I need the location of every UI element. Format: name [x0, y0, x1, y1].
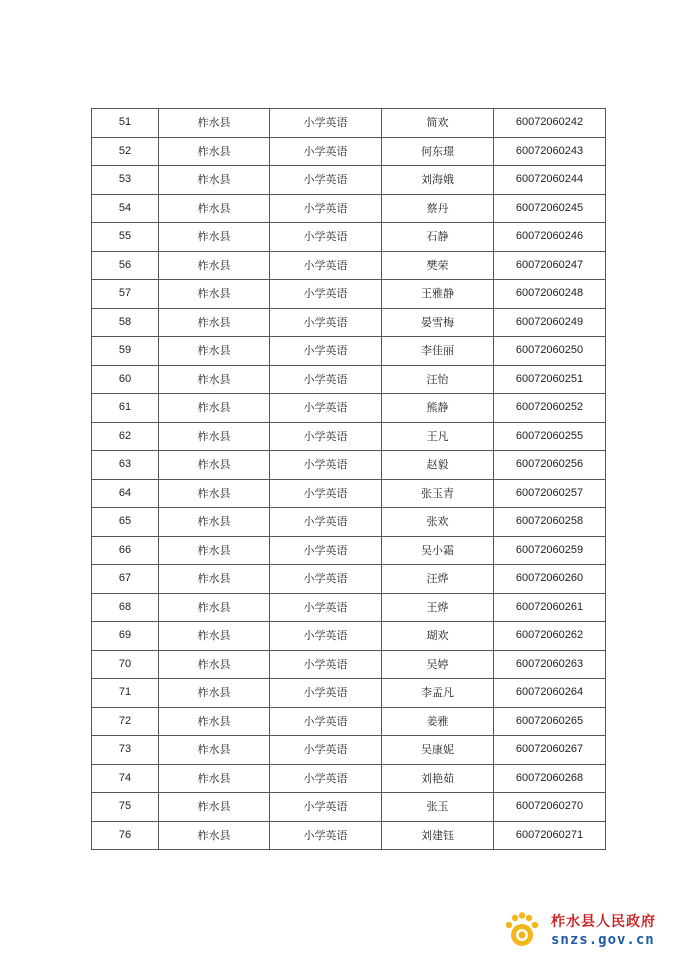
table-row	[92, 422, 606, 451]
roster-table	[91, 108, 606, 850]
row-name: 王雅静	[382, 280, 494, 309]
table-row	[92, 109, 606, 138]
table-row	[92, 707, 606, 736]
table-row	[92, 479, 606, 508]
row-subject: 小学英语	[270, 536, 382, 565]
row-exam-id: 60072060271	[494, 821, 606, 850]
row-subject: 小学英语	[270, 394, 382, 423]
row-number: 56	[92, 251, 159, 280]
table-row	[92, 650, 606, 679]
row-exam-id: 60072060251	[494, 365, 606, 394]
row-subject: 小学英语	[270, 622, 382, 651]
row-subject: 小学英语	[270, 679, 382, 708]
row-subject: 小学英语	[270, 137, 382, 166]
row-number: 71	[92, 679, 159, 708]
row-subject: 小学英语	[270, 365, 382, 394]
row-subject: 小学英语	[270, 650, 382, 679]
table-row	[92, 394, 606, 423]
row-county: 柞水县	[159, 821, 270, 850]
row-name: 刘艳茹	[382, 764, 494, 793]
row-county: 柞水县	[159, 166, 270, 195]
row-number: 61	[92, 394, 159, 423]
row-county: 柞水县	[159, 536, 270, 565]
roster-body	[92, 109, 606, 850]
site-name: 柞水县人民政府	[551, 914, 656, 930]
row-number: 60	[92, 365, 159, 394]
row-number: 66	[92, 536, 159, 565]
row-exam-id: 60072060243	[494, 137, 606, 166]
row-subject: 小学英语	[270, 422, 382, 451]
row-exam-id: 60072060250	[494, 337, 606, 366]
row-name: 王烨	[382, 593, 494, 622]
row-exam-id: 60072060256	[494, 451, 606, 480]
row-subject: 小学英语	[270, 593, 382, 622]
row-number: 64	[92, 479, 159, 508]
row-county: 柞水县	[159, 251, 270, 280]
row-exam-id: 60072060268	[494, 764, 606, 793]
row-county: 柞水县	[159, 707, 270, 736]
row-subject: 小学英语	[270, 821, 382, 850]
row-county: 柞水县	[159, 137, 270, 166]
row-county: 柞水县	[159, 508, 270, 537]
row-exam-id: 60072060263	[494, 650, 606, 679]
table-row	[92, 821, 606, 850]
row-county: 柞水县	[159, 679, 270, 708]
row-name: 吴康妮	[382, 736, 494, 765]
row-county: 柞水县	[159, 593, 270, 622]
table-row	[92, 223, 606, 252]
table-row	[92, 679, 606, 708]
row-number: 74	[92, 764, 159, 793]
row-exam-id: 60072060245	[494, 194, 606, 223]
table-row	[92, 451, 606, 480]
row-exam-id: 60072060258	[494, 508, 606, 537]
row-number: 65	[92, 508, 159, 537]
table-row	[92, 194, 606, 223]
row-name: 张玉	[382, 793, 494, 822]
row-subject: 小学英语	[270, 707, 382, 736]
row-name: 刘海娥	[382, 166, 494, 195]
row-subject: 小学英语	[270, 166, 382, 195]
table-row	[92, 280, 606, 309]
row-name: 熊静	[382, 394, 494, 423]
row-exam-id: 60072060248	[494, 280, 606, 309]
row-exam-id: 60072060249	[494, 308, 606, 337]
table-row	[92, 251, 606, 280]
row-name: 简欢	[382, 109, 494, 138]
row-name: 张欢	[382, 508, 494, 537]
table-row	[92, 793, 606, 822]
row-name: 吴婷	[382, 650, 494, 679]
row-county: 柞水县	[159, 422, 270, 451]
row-exam-id: 60072060262	[494, 622, 606, 651]
row-subject: 小学英语	[270, 337, 382, 366]
row-county: 柞水县	[159, 194, 270, 223]
row-exam-id: 60072060255	[494, 422, 606, 451]
sun-paw-logo-icon	[503, 911, 541, 949]
row-exam-id: 60072060264	[494, 679, 606, 708]
row-number: 59	[92, 337, 159, 366]
row-county: 柞水县	[159, 736, 270, 765]
row-name: 张玉青	[382, 479, 494, 508]
row-county: 柞水县	[159, 565, 270, 594]
row-exam-id: 60072060247	[494, 251, 606, 280]
row-number: 75	[92, 793, 159, 822]
table-row	[92, 622, 606, 651]
row-exam-id: 60072060261	[494, 593, 606, 622]
site-url: snzs.gov.cn	[551, 932, 655, 948]
table-row	[92, 365, 606, 394]
row-number: 51	[92, 109, 159, 138]
table-row	[92, 337, 606, 366]
row-county: 柞水县	[159, 394, 270, 423]
row-name: 何东璟	[382, 137, 494, 166]
table-row	[92, 137, 606, 166]
row-county: 柞水县	[159, 223, 270, 252]
row-number: 58	[92, 308, 159, 337]
table-row	[92, 308, 606, 337]
row-name: 姜雅	[382, 707, 494, 736]
row-subject: 小学英语	[270, 479, 382, 508]
row-county: 柞水县	[159, 650, 270, 679]
table-row	[92, 593, 606, 622]
row-subject: 小学英语	[270, 280, 382, 309]
row-county: 柞水县	[159, 308, 270, 337]
row-name: 晏雪梅	[382, 308, 494, 337]
table-row	[92, 565, 606, 594]
row-name: 王凡	[382, 422, 494, 451]
row-subject: 小学英语	[270, 565, 382, 594]
row-county: 柞水县	[159, 109, 270, 138]
table-row	[92, 736, 606, 765]
row-exam-id: 60072060259	[494, 536, 606, 565]
row-subject: 小学英语	[270, 508, 382, 537]
row-number: 53	[92, 166, 159, 195]
row-exam-id: 60072060257	[494, 479, 606, 508]
row-name: 李佳丽	[382, 337, 494, 366]
row-exam-id: 60072060246	[494, 223, 606, 252]
row-exam-id: 60072060244	[494, 166, 606, 195]
row-subject: 小学英语	[270, 223, 382, 252]
row-number: 55	[92, 223, 159, 252]
row-number: 73	[92, 736, 159, 765]
row-name: 吴小霜	[382, 536, 494, 565]
row-number: 69	[92, 622, 159, 651]
row-number: 67	[92, 565, 159, 594]
row-name: 赵毅	[382, 451, 494, 480]
table-row	[92, 166, 606, 195]
row-number: 54	[92, 194, 159, 223]
row-county: 柞水县	[159, 793, 270, 822]
row-number: 57	[92, 280, 159, 309]
row-subject: 小学英语	[270, 109, 382, 138]
row-exam-id: 60072060260	[494, 565, 606, 594]
row-subject: 小学英语	[270, 194, 382, 223]
row-name: 瑚欢	[382, 622, 494, 651]
row-name: 刘建钰	[382, 821, 494, 850]
row-exam-id: 60072060270	[494, 793, 606, 822]
row-number: 72	[92, 707, 159, 736]
table-row	[92, 764, 606, 793]
row-county: 柞水县	[159, 280, 270, 309]
row-name: 汪烨	[382, 565, 494, 594]
row-county: 柞水县	[159, 451, 270, 480]
row-number: 68	[92, 593, 159, 622]
row-county: 柞水县	[159, 337, 270, 366]
row-subject: 小学英语	[270, 736, 382, 765]
site-watermark	[503, 909, 673, 955]
row-exam-id: 60072060265	[494, 707, 606, 736]
row-name: 蔡丹	[382, 194, 494, 223]
row-subject: 小学英语	[270, 308, 382, 337]
row-county: 柞水县	[159, 365, 270, 394]
row-subject: 小学英语	[270, 251, 382, 280]
row-number: 76	[92, 821, 159, 850]
row-name: 樊荣	[382, 251, 494, 280]
row-county: 柞水县	[159, 764, 270, 793]
row-county: 柞水县	[159, 479, 270, 508]
table-row	[92, 508, 606, 537]
row-name: 汪怡	[382, 365, 494, 394]
row-exam-id: 60072060252	[494, 394, 606, 423]
row-subject: 小学英语	[270, 451, 382, 480]
row-number: 52	[92, 137, 159, 166]
row-number: 62	[92, 422, 159, 451]
row-number: 63	[92, 451, 159, 480]
row-name: 石静	[382, 223, 494, 252]
row-county: 柞水县	[159, 622, 270, 651]
row-number: 70	[92, 650, 159, 679]
row-exam-id: 60072060267	[494, 736, 606, 765]
row-subject: 小学英语	[270, 764, 382, 793]
row-subject: 小学英语	[270, 793, 382, 822]
row-exam-id: 60072060242	[494, 109, 606, 138]
row-name: 李孟凡	[382, 679, 494, 708]
table-row	[92, 536, 606, 565]
